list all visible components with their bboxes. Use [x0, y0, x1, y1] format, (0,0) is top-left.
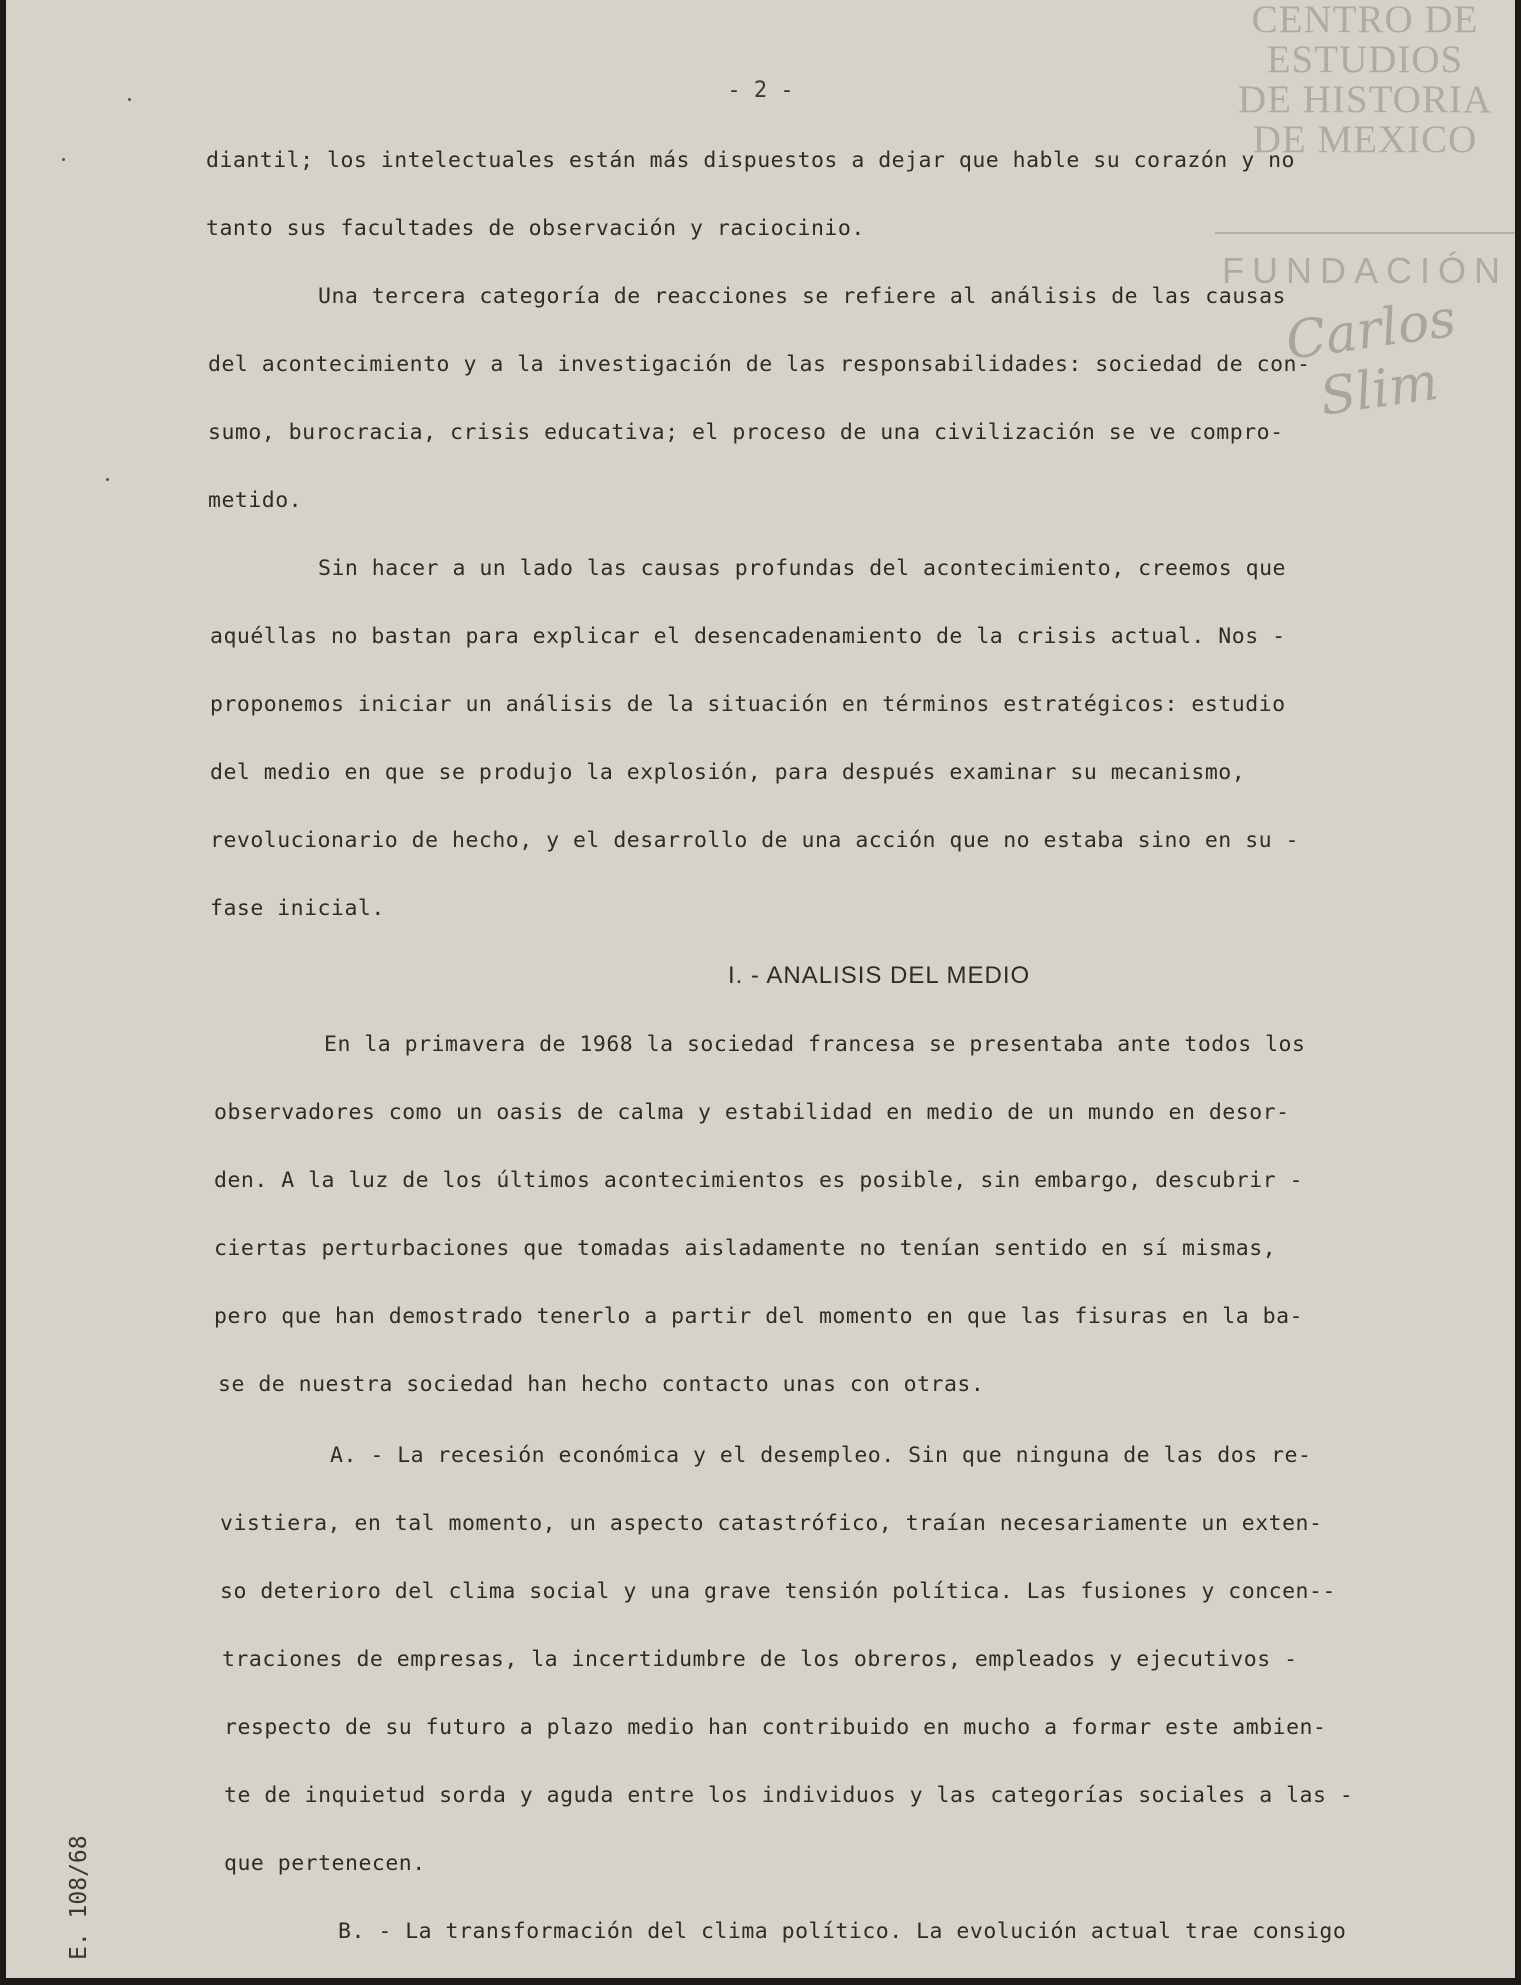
watermark-line: DE MEXICO [1252, 118, 1478, 161]
text-line: vistiera, en tal momento, un aspecto catastrófico, traían necesariamente un exten- [220, 1511, 1323, 1536]
text-line: se de nuestra sociedad han hecho contacto unas con otras. [218, 1372, 985, 1397]
text-line: tanto sus facultades de observación y raciocinio. [206, 216, 865, 241]
watermark-signature: Carlos Slim [1282, 288, 1460, 428]
section-heading: I. - ANALISIS DEL MEDIO [728, 962, 1031, 989]
archive-code: E. 108/68 [66, 1835, 92, 1960]
text-line: revolucionario de hecho, y el desarrollo de una acción que no estaba sino en su - [210, 828, 1299, 853]
archive-watermark [1215, 0, 1515, 428]
page-number: - 2 - [727, 78, 794, 103]
text-line: diantil; los intelectuales están más dispuestos a dejar que hable su corazón y no [206, 148, 1295, 173]
text-line: B. - La transformación del clima político. La evolución actual trae consigo [338, 1919, 1347, 1944]
text-line: pero que han demostrado tenerlo a partir del momento en que las fisuras en la ba- [214, 1304, 1303, 1329]
paper-speck [106, 478, 109, 481]
text-line: proponemos iniciar un análisis de la situación en términos estratégicos: estudio [210, 692, 1286, 717]
text-line: den. A la luz de los últimos acontecimientos es posible, sin embargo, descubrir - [214, 1168, 1303, 1193]
watermark-foundation: FUNDACIÓN [1222, 250, 1508, 291]
text-line: ciertas perturbaciones que tomadas aisladamente no tenían sentido en sí mismas, [214, 1236, 1277, 1261]
watermark-line: DE HISTORIA [1237, 78, 1493, 121]
text-line: A. - La recesión económica y el desempleo. Sin que ninguna de las dos re- [330, 1443, 1312, 1468]
text-line: del medio en que se produjo la explosión, para después examinar su mecanismo, [210, 760, 1246, 785]
text-line: fase inicial. [210, 896, 385, 921]
document-page [6, 0, 1515, 1978]
text-line: Una tercera categoría de reacciones se refiere al análisis de las causas [318, 284, 1286, 309]
text-line: respecto de su futuro a plazo medio han contribuido en mucho a formar este ambien- [224, 1715, 1327, 1740]
text-line: traciones de empresas, la incertidumbre de los obreros, empleados y ejecutivos - [222, 1647, 1298, 1672]
paper-speck [128, 98, 131, 101]
text-line: te de inquietud sorda y aguda entre los individuos y las categorías sociales a las - [224, 1783, 1354, 1808]
text-line: que pertenecen. [224, 1851, 426, 1876]
watermark-line: ESTUDIOS [1266, 38, 1464, 81]
text-line: aquéllas no bastan para explicar el desencadenamiento de la crisis actual. Nos - [210, 624, 1286, 649]
text-line: En la primavera de 1968 la sociedad francesa se presentaba ante todos los [324, 1032, 1306, 1057]
text-line: so deterioro del clima social y una grave tensión política. Las fusiones y concen-- [220, 1579, 1336, 1604]
watermark-line: CENTRO DE [1251, 0, 1479, 41]
text-line: metido. [208, 488, 303, 513]
text-line: Sin hacer a un lado las causas profundas del acontecimiento, creemos que [318, 556, 1286, 581]
text-line: sumo, burocracia, crisis educativa; el proceso de una civilización se ve compro- [208, 420, 1284, 445]
paper-speck [62, 158, 65, 161]
text-line: del acontecimiento y a la investigación de las responsabilidades: sociedad de con- [208, 352, 1311, 377]
text-line: observadores como un oasis de calma y estabilidad en medio de un mundo en desor- [214, 1100, 1290, 1125]
